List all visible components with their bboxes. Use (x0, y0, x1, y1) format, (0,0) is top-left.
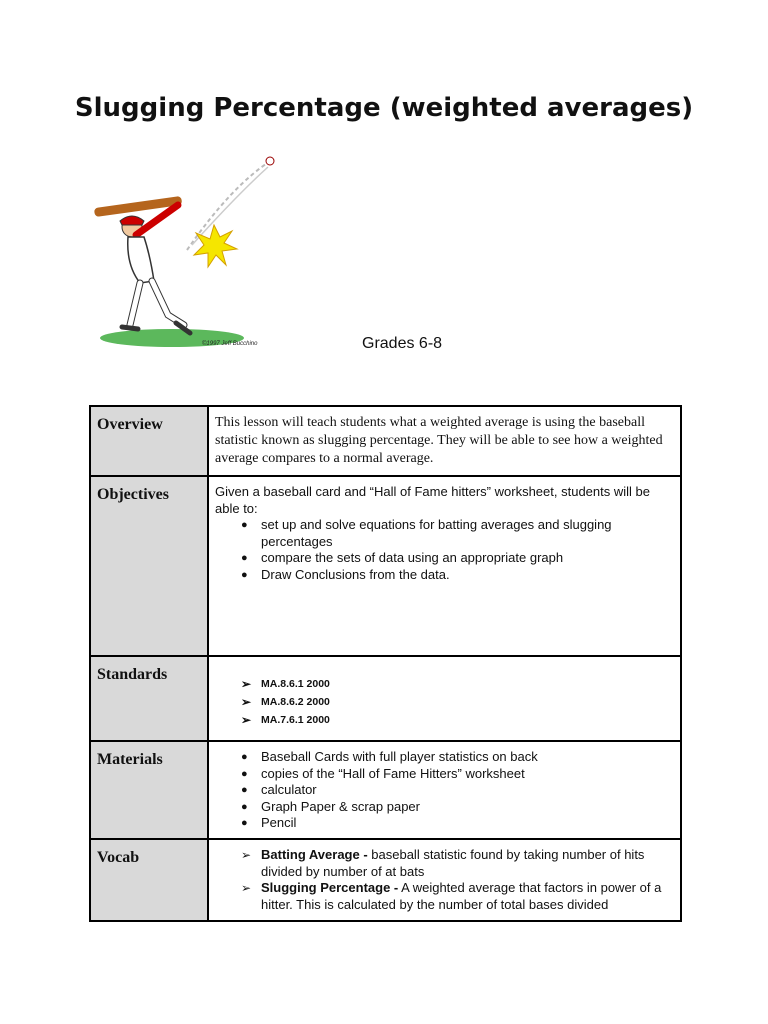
overview-label: Overview (90, 406, 208, 476)
materials-cell (208, 741, 681, 839)
overview-row (90, 406, 681, 476)
objectives-intro: Given a baseball card and “Hall of Fame hitters” worksheet, students will be able to: (215, 484, 650, 516)
vocab-label: Vocab (90, 839, 208, 921)
list-item (215, 880, 674, 913)
list-item: ● Draw Conclusions from the data. (215, 567, 674, 584)
materials-row (90, 741, 681, 839)
standards-list (215, 675, 674, 729)
lesson-plan-table (89, 405, 682, 922)
list-item (215, 847, 674, 880)
standards-label: Standards (90, 656, 208, 741)
list-item: ● Graph Paper & scrap paper (215, 799, 674, 816)
vocab-definition: baseball statistic found by taking number of hits divided by number of at bats (261, 847, 645, 879)
list-item: ● Pencil (215, 815, 674, 832)
objectives-row (90, 476, 681, 656)
list-item: ● copies of the “Hall of Fame Hitters” worksheet (215, 766, 674, 783)
list-item: ➢ MA.8.6.1 2000 (215, 675, 674, 693)
materials-list (215, 749, 674, 832)
vocab-term: Batting Average - (261, 847, 368, 862)
vocab-definition: A weighted average that factors in power of a hitter. This is calculated by the number of total bases divided (261, 880, 662, 912)
batter-cap (120, 216, 144, 225)
list-item: ● set up and solve equations for batting averages and slugging percentages (215, 517, 674, 550)
objectives-list (215, 517, 674, 583)
list-item: ● Baseball Cards with full player statistics on back (215, 749, 674, 766)
vocab-list (215, 847, 674, 913)
batter-torso (128, 237, 154, 283)
grade-level: Grades 6-8 (362, 335, 443, 352)
list-item: ➢ MA.7.6.1 2000 (215, 711, 674, 729)
vocab-term: Slugging Percentage - (261, 880, 399, 895)
list-item: ● compare the sets of data using an appropriate graph (215, 550, 674, 567)
baseball-icon (266, 157, 274, 165)
vocab-row (90, 839, 681, 921)
objectives-label: Objectives (90, 476, 208, 656)
standards-cell (208, 656, 681, 741)
list-item: ● calculator (215, 782, 674, 799)
page-title: Slugging Percentage (weighted averages) (74, 93, 694, 123)
objectives-cell (208, 476, 681, 656)
baseball-batter-clipart (92, 155, 292, 355)
materials-label: Materials (90, 741, 208, 839)
list-item: ➢ MA.8.6.2 2000 (215, 693, 674, 711)
clipart-credit: ©1997 Jeff Bucchino (202, 341, 258, 347)
standards-row (90, 656, 681, 741)
vocab-cell (208, 839, 681, 921)
overview-text: This lesson will teach students what a weighted average is using the baseball statistic known as slugging percentage. They will be able to see how a weighted average compares to a normal average. (208, 406, 681, 476)
